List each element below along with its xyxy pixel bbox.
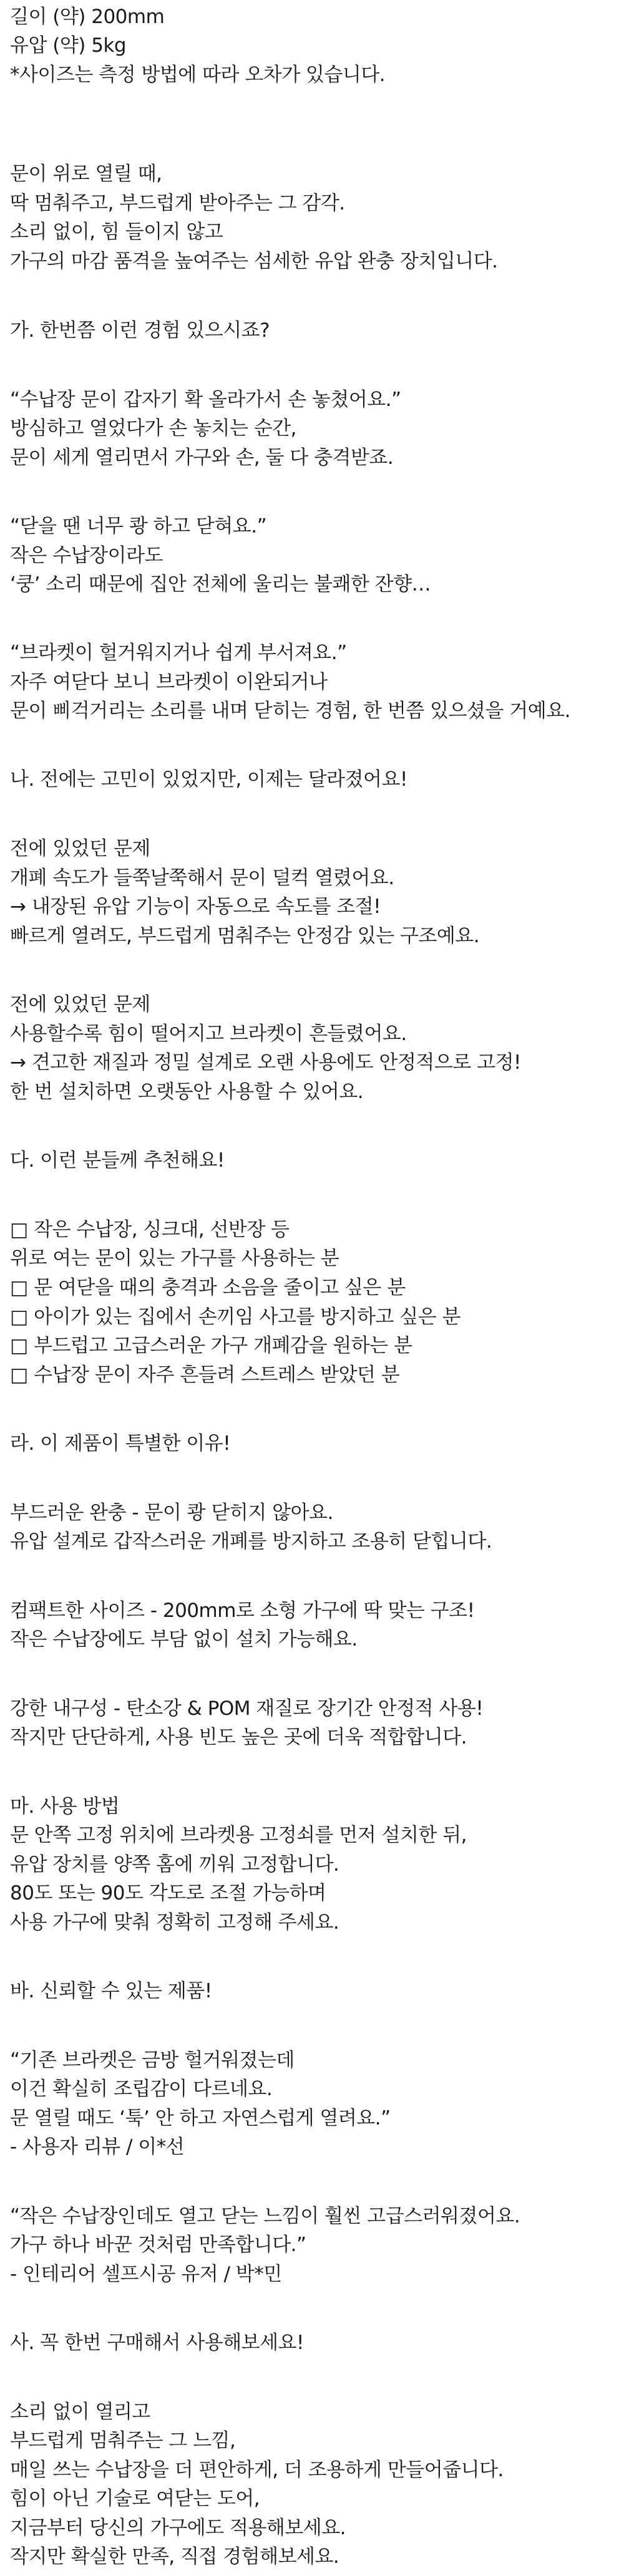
usage-line: 문 안쪽 고정 위치에 브라켓용 고정쇠를 먼저 설치한 뒤,: [10, 1824, 467, 1846]
solution-line: → 견고한 재질과 정밀 설계로 오랜 사용에도 안정적으로 고정!: [10, 1051, 521, 1074]
checklist-item: □ 부드럽고 고급스러운 가구 개폐감을 원하는 분: [10, 1334, 412, 1357]
review-line: 가구 하나 바꾼 것처럼 만족합니다.”: [10, 2234, 306, 2256]
review-line: 이건 확실히 조립감이 다르네요.: [10, 2078, 273, 2100]
body-line: ‘쿵’ 소리 때문에 집안 전체에 울리는 불쾌한 잔향…: [10, 573, 431, 596]
checklist-item: □ 아이가 있는 집에서 손끼임 사고를 방지하고 싶은 분: [10, 1306, 461, 1328]
problem-label: 전에 있었던 문제: [10, 837, 150, 860]
body-line: 자주 여닫다 보니 브라켓이 이완되거나: [10, 671, 328, 693]
checklist-item: □ 작은 수납장, 싱크대, 선반장 등: [10, 1218, 290, 1241]
body-line: 방심하고 열었다가 손 놓치는 순간,: [10, 417, 297, 440]
review-line: “작은 수납장인데도 열고 닫는 느낌이 훨씬 고급스러워졌어요.: [10, 2205, 520, 2227]
intro-line: 딱 멈춰주고, 부드럽게 받아주는 그 감각.: [10, 192, 345, 215]
feature-line: 강한 내구성 - 탄소강 & POM 재질로 장기간 안정적 사용!: [10, 1697, 484, 1720]
review-author: - 사용자 리뷰 / 이*선: [10, 2136, 185, 2158]
intro-line: 가구의 마감 품격을 높여주는 섬세한 유압 완충 장치입니다.: [10, 250, 498, 273]
spec-length: 길이 (약) 200mm: [10, 6, 165, 28]
section-heading-f: 바. 신뢰할 수 있는 제품!: [10, 1980, 212, 2002]
section-heading-e: 마. 사용 방법: [10, 1795, 120, 1818]
problem-label: 전에 있었던 문제: [10, 993, 150, 1016]
checklist-item: □ 수납장 문이 자주 흔들려 스트레스 받았던 분: [10, 1364, 400, 1386]
body-line: 빠르게 열려도, 부드럽게 멈춰주는 안정감 있는 구조예요.: [10, 925, 480, 947]
intro-line: 문이 위로 열릴 때,: [10, 163, 162, 185]
body-line: 문이 삐걱거리는 소리를 내며 닫히는 경험, 한 번쯤 있으셨을 거예요.: [10, 700, 570, 722]
usage-line: 80도 또는 90도 각도로 조절 가능하며: [10, 1882, 326, 1904]
body-line: 유압 설계로 갑작스러운 개폐를 방지하고 조용히 닫힙니다.: [10, 1530, 492, 1553]
closing-line: 지금부터 당신의 가구에도 적용해보세요.: [10, 2517, 346, 2539]
closing-line: 소리 없이 열리고: [10, 2401, 150, 2423]
review-line: 문 열릴 때도 ‘툭’ 안 하고 자연스럽게 열려요.”: [10, 2107, 391, 2130]
spec-pressure: 유압 (약) 5kg: [10, 34, 127, 57]
quote-line: “닫을 땐 너무 쾅 하고 닫혀요.”: [10, 515, 267, 538]
closing-line: 부드럽게 멈춰주는 그 느낌,: [10, 2429, 236, 2452]
body-line: 작은 수납장에도 부담 없이 설치 가능해요.: [10, 1628, 358, 1651]
intro-line: 소리 없이, 힘 들이지 않고: [10, 221, 223, 243]
section-heading-d: 라. 이 제품이 특별한 이유!: [10, 1432, 231, 1455]
closing-line: 작지만 확실한 만족, 직접 경험해보세요.: [10, 2545, 339, 2568]
body-line: 사용할수록 힘이 떨어지고 브라켓이 흔들렸어요.: [10, 1023, 407, 1045]
body-line: 문이 세게 열리면서 가구와 손, 둘 다 충격받죠.: [10, 446, 394, 469]
body-line: 개폐 속도가 들쭉날쭉해서 문이 덜컥 열렸어요.: [10, 867, 394, 889]
section-heading-g: 사. 꼭 한번 구매해서 사용해보세요!: [10, 2332, 304, 2354]
section-heading-c: 다. 이런 분들께 추천해요!: [10, 1149, 225, 1172]
usage-line: 사용 가구에 맞춰 정확히 고정해 주세요.: [10, 1911, 339, 1934]
body-line: 작은 수납장이라도: [10, 544, 163, 567]
review-author: - 인테리어 셀프시공 유저 / 박*민: [10, 2263, 282, 2285]
section-heading-a: 가. 한번쯤 이런 경험 있으시죠?: [10, 319, 270, 342]
body-line: 작지만 단단하게, 사용 빈도 높은 곳에 더욱 적합합니다.: [10, 1726, 467, 1749]
usage-line: 유압 장치를 양쪽 홈에 끼워 고정합니다.: [10, 1853, 339, 1876]
checklist-item: □ 문 여닫을 때의 충격과 소음을 줄이고 싶은 분: [10, 1276, 406, 1299]
feature-line: 부드러운 완충 - 문이 쾅 닫히지 않아요.: [10, 1502, 333, 1524]
quote-line: “수납장 문이 갑자기 확 올라가서 손 놓쳤어요.”: [10, 388, 401, 411]
review-line: “기존 브라켓은 금방 헐거워졌는데: [10, 2049, 295, 2072]
closing-line: 힘이 아닌 기술로 여닫는 도어,: [10, 2487, 260, 2510]
body-line: 한 번 설치하면 오랫동안 사용할 수 있어요.: [10, 1081, 364, 1103]
checklist-item: 위로 여는 문이 있는 가구를 사용하는 분: [10, 1247, 339, 1270]
solution-line: → 내장된 유압 기능이 자동으로 속도를 조절!: [10, 895, 381, 918]
spec-note: *사이즈는 측정 방법에 따라 오차가 있습니다.: [10, 64, 386, 86]
closing-line: 매일 쓰는 수납장을 더 편안하게, 더 조용하게 만들어줍니다.: [10, 2459, 504, 2481]
section-heading-b: 나. 전에는 고민이 있었지만, 이제는 달라졌어요!: [10, 768, 407, 791]
quote-line: “브라켓이 헐거워지거나 쉽게 부서져요.”: [10, 642, 347, 664]
feature-line: 컴팩트한 사이즈 - 200mm로 소형 가구에 딱 맞는 구조!: [10, 1599, 475, 1622]
